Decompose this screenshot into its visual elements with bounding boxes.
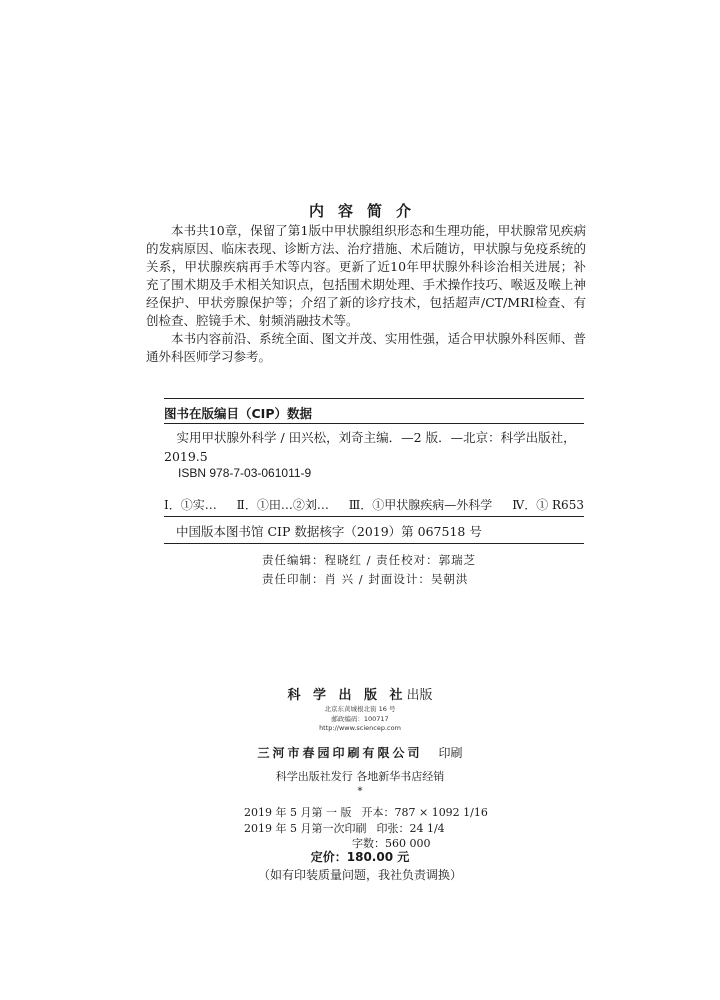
quality-notice: （如有印装质量问题，我社负责调换）	[257, 868, 462, 882]
cip-heading: 图书在版编目（CIP）数据	[164, 406, 312, 421]
edition-line	[244, 804, 488, 820]
staff-line: 责任编辑：程晓红 / 责任校对：郭瑞芝	[262, 553, 477, 567]
summary-paragraph: 本书内容前沿、系统全面、图文并茂、实用性强，适合甲状腺外科医师、普通外科医师学习参考。	[146, 331, 586, 364]
distribution-line: 科学出版社发行 各地新华书店经销	[275, 770, 445, 783]
classification-line	[164, 496, 584, 513]
divider	[164, 516, 584, 517]
price: 定价：180.00 元	[310, 850, 410, 864]
first-printing: 2019 年 5 月第一次印刷	[244, 822, 367, 835]
classification-item: Ⅰ．①实…	[164, 498, 217, 512]
divider	[164, 423, 584, 424]
cip-citation: 实用甲状腺外科学 / 田兴松，刘奇主编．—2 版．—北京：科学出版社，2019.5	[164, 430, 576, 464]
publisher-address: 北京东黄城根北街 16 号	[324, 705, 396, 713]
divider	[164, 543, 584, 544]
classification-item: Ⅳ．① R653	[512, 498, 584, 512]
classification-item: Ⅱ．①田…②刘…	[236, 498, 329, 512]
summary-paragraph: 本书共10章，保留了第1版中甲状腺组织形态和生理功能，甲状腺常见疾病的发病原因、临床表现、诊断方法、治疗措施、术后随访，甲状腺与免疫系统的关系，甲状腺疾病再手术等内容。更新了近10年甲状腺外科诊治相关进展；补充了围术期及手术相关知识点，包括围术期处理、手术操作技巧、喉返及喉上神经保护、甲状旁腺保护等；介绍了新的诊疗技术，包括超声/CT/MRI检查、有创检查、腔镜手术、射频消融技术等。	[146, 223, 586, 328]
book-format: 开本：787 × 1092 1/16	[361, 806, 488, 819]
classification-item: Ⅲ．①甲状腺疾病—外科学	[348, 498, 493, 512]
publisher-suffix: 出版	[406, 688, 433, 703]
word-count: 字数：560 000	[352, 837, 431, 850]
printed-sheets: 印张：24 1/4	[376, 822, 445, 835]
printing-line	[244, 820, 445, 836]
summary-title: 内容简介	[308, 202, 425, 220]
publisher-logo-text: 科 学 出 版 社	[287, 688, 407, 703]
isbn: ISBN 978-7-03-061011-9	[178, 466, 312, 480]
printer-name	[0, 744, 720, 761]
printer-suffix: 印刷	[438, 746, 463, 760]
publisher-name	[0, 684, 720, 703]
divider	[164, 398, 584, 399]
summary-body	[146, 222, 586, 366]
first-edition: 2019 年 5 月第 一 版	[244, 806, 352, 819]
publisher-postcode: 邮政编码：100717	[331, 715, 389, 723]
separator-star: *	[357, 786, 363, 797]
publisher-website: http://www.sciencep.com	[319, 724, 401, 732]
staff-line: 责任印制：肖 兴 / 封面设计：吴朝洪	[262, 572, 469, 586]
cip-record-number: 中国版本图书馆 CIP 数据核字（2019）第 067518 号	[176, 524, 482, 539]
printer-company: 三河市春园印刷有限公司	[257, 746, 423, 760]
